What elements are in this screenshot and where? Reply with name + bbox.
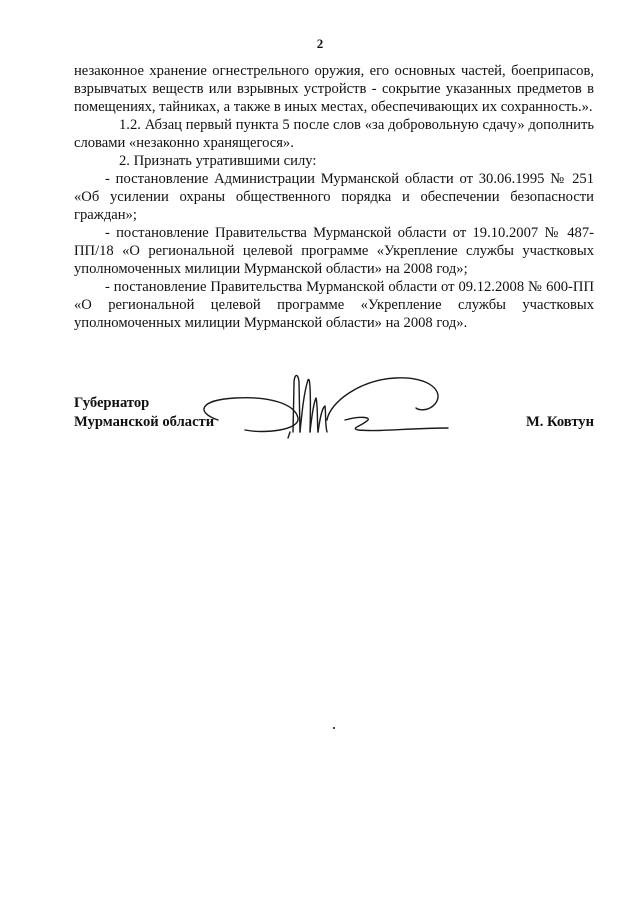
handwritten-signature bbox=[190, 362, 460, 442]
page-number: 2 bbox=[316, 36, 324, 51]
paragraph-continuation: незаконное хранение огнестрельного оружия, его основных частей, боеприпасов, взрывчатых веществ или взрывных устройств - сокрытие указанных предметов в помещениях, тайниках, а также в иных местах, обеспечивающих их сохранность.». bbox=[74, 63, 594, 115]
paragraph-2-heading: 2. Признать утратившими силу: bbox=[119, 153, 317, 169]
repealed-item-2: - постановление Правительства Мурманской области от 19.10.2007 № 487-ПП/18 «О региональной целевой программе «Укрепление службы участковых уполномоченных милиции Мурманской области» на 2008 год»; bbox=[74, 225, 594, 277]
signatory-name: М. Ковтун bbox=[525, 414, 594, 430]
paragraph-1-2: 1.2. Абзац первый пункта 5 после слов «за добровольную сдачу» дополнить словами «незаконно хранящегося». bbox=[74, 117, 594, 151]
signatory-title-line2: Мурманской области bbox=[74, 414, 215, 430]
signatory-title-line1: Губернатор bbox=[74, 395, 150, 411]
repealed-item-1: - постановление Администрации Мурманской области от 30.06.1995 № 251 «Об усилении охраны общественного порядка и обеспечении безопасности граждан»; bbox=[74, 171, 594, 223]
repealed-item-3: - постановление Правительства Мурманской области от 09.12.2008 № 600-ПП «О региональной целевой программе «Укрепление службы участковых уполномоченных милиции Мурманской области» на 2008 год». bbox=[74, 279, 594, 331]
scan-speck bbox=[333, 727, 335, 729]
document-body bbox=[74, 62, 594, 332]
